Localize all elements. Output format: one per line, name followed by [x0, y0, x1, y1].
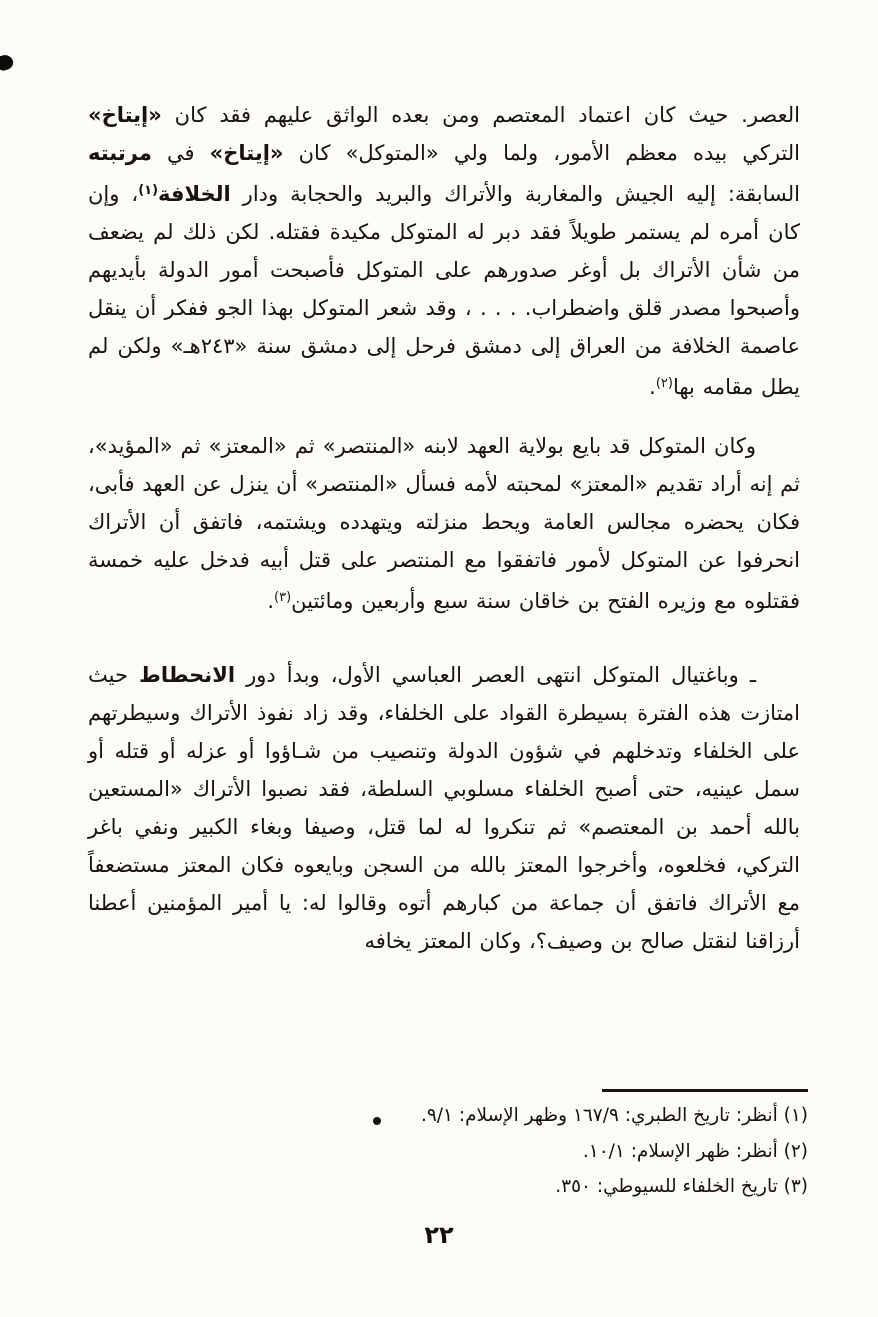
paragraph-2: وكان المتوكل قد بايع بولاية العهد لابنه «المنتصر» ثم «المعتز» ثم «المؤيد»، ثم إنه أراد تقديم «المعتز» لمحبته لأمه فسأل «المنتصر» أن ينزل عن العهد فأبى، فكان يحضره مجالس العامة ويحط منزلته ويتهدده ويشتمه، فاتفق أن الأتراك انحرفوا عن المتوكل لأمور فاتفقوا مع المنتصر على قتل أبيه فدخل عليه خمسة فقتلوه مع وزيره الفتح بن خاقان سنة سبع وأربعين ومائتين$^{(٣)}$. [88, 434, 800, 613]
ink-smudge-mark [0, 53, 15, 72]
printers-dot-mark [373, 1117, 381, 1125]
page-number: ٢٢ [424, 1221, 454, 1249]
paragraph-3: ـ وباغتيال المتوكل انتهى العصر العباسي الأول، وبدأ دور الانحطاط حيث امتازت هذه الفترة بسيطرة القواد على الخلفاء، وقد زاد نفوذ الأتراك وسيطرتهم على الخلفاء وتدخلهم في شؤون الدولة وتنصيب من شـاؤوا أو عزله أو قتله أو سمل عينيه، حتى أصبح الخلفاء مسلوبي السلطة، فقد نصبوا الأتراك «المستعين بالله أحمد بن المعتصم» ثم تنكروا له لما قتل، وصيفا وبغاء الكبير ونفي باغر التركي، فخلعوه، وأخرجوا المعتز بالله من السجن وبايعوه فكان المعتز مستضعفاً مع الأتراك فاتفق أن جماعة من كبارهم أتوه وقالوا له: يا أمير المؤمنين أعطنا أرزاقنا لنقتل صالح بن وصيف؟، وكان المعتز يخافه [88, 663, 800, 953]
footnote-2: (٢) أنظر: ظهر الإسلام: ١٠/١. [582, 1140, 808, 1162]
footnote-separator-line [602, 1089, 808, 1092]
footnotes-section [208, 1089, 808, 1205]
footnote-1: (١) أنظر: تاريخ الطبري: ١٦٧/٩ وظهر الإسلام: ٩/١. [420, 1105, 808, 1126]
footnote-3: (٣) تاريخ الخلفاء للسيوطي: ٣٥٠. [555, 1176, 808, 1197]
paragraph-1: العصر. حيث كان اعتماد المعتصم ومن بعده الواثق عليهم فقد كان «إيتاخ» التركي بيده معظم الأمور، ولما ولي «المتوكل» كان «إيتاخ» في مرتبته السابقة: إليه الجيش والمغاربة والأتراك والبريد والحجابة ودار الخلافة$^{(١)}$، وإن كان أمره لم يستمر طويلاً فقد دبر له المتوكل مكيدة فقتله. لكن ذلك لم يضعف من شأن الأتراك بل أوغر صدورهم على المتوكل فأصبحت أمور الدولة بأيديهم وأصبحوا مصدر قلق واضطراب. . . . ، وقد شعر المتوكل بهذا الجو ففكر أن ينقل عاصمة الخلافة من العراق إلى دمشق فرحل إلى دمشق سنة «٢٤٣هـ» ولكن لم يطل مقامه بها$^{(٢)}$. [88, 103, 801, 399]
main-text-block [88, 96, 800, 960]
